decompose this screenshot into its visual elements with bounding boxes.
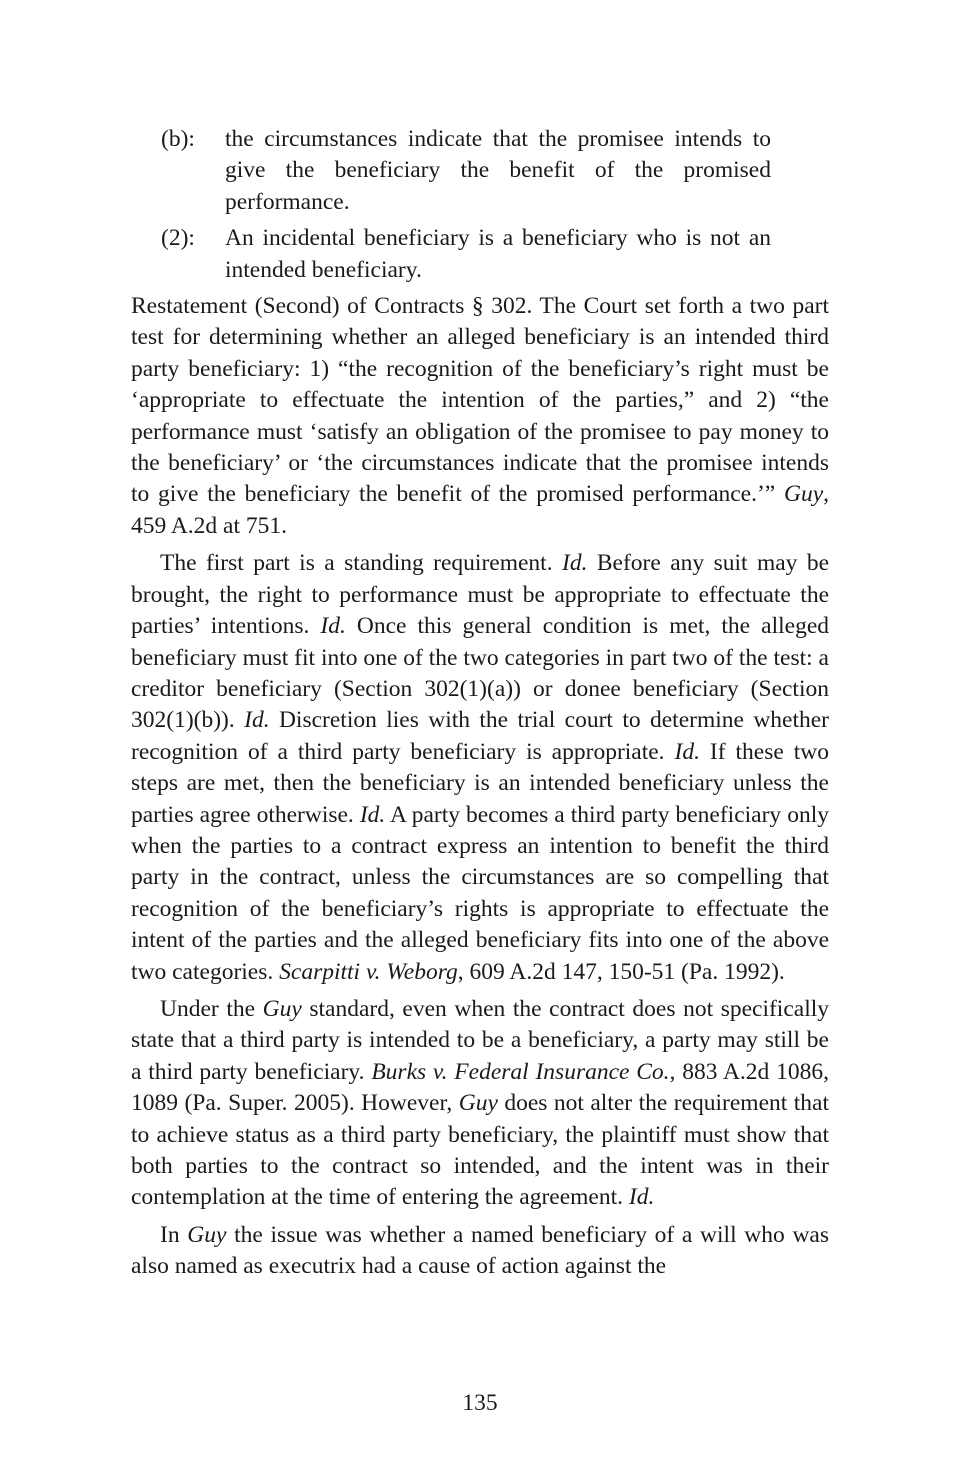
paragraph-guy-standard bbox=[131, 994, 829, 1214]
text-run: does not alter the requirement that to achieve status as a third party beneficiary, the plaintiff must show that both parties to the contract so intended, and the intent was in their contemplation at the time of entering the agreement. bbox=[131, 1090, 830, 1211]
clause-text: An incidental beneficiary is a beneficiary who is not an intended beneficiary. bbox=[225, 225, 771, 283]
text-run: If these two steps are met, then the beneficiary is an intended beneficiary unless the parties agree otherwise. bbox=[131, 738, 829, 828]
text-run: , 609 A.2d 147, 150-51 (Pa. 1992). bbox=[457, 958, 785, 985]
text-run: , 883 A.2d 1086, 1089 (Pa. Super. 2005). However, bbox=[131, 1058, 829, 1117]
paragraph-restatement bbox=[131, 291, 829, 542]
clause-text: the circumstances indicate that the promisee intends to give the beneficiary the benefit of the promised performance. bbox=[225, 126, 771, 215]
case-name: Guy bbox=[458, 1090, 498, 1117]
citation-id: Id. bbox=[244, 707, 270, 734]
citation-id: Id. bbox=[359, 801, 386, 828]
page-number: 135 bbox=[462, 1390, 498, 1416]
case-name: Guy bbox=[783, 481, 824, 508]
case-name: Guy bbox=[187, 1221, 227, 1248]
quoted-clause-b bbox=[131, 124, 829, 218]
text-run: Restatement (Second) of Contracts § 302. The Court set forth a two part test for determining whether an alleged beneficiary is an intended third party beneficiary: 1) “the recognition of the beneficiary’s right must be ‘appropriate to effectuate the intention of the parties,” and 2) “the performance must ‘satisfy an obligation of the promisee to pay money to the beneficiary’ or ‘the circumstances indicate that the promisee intends to give the beneficiary the benefit of the promised performance.’” bbox=[131, 293, 829, 508]
citation-id: Id. bbox=[562, 550, 588, 577]
text-run: Once this general condition is met, the alleged beneficiary must fit into one of the two categories in part two of the test: a creditor beneficiary (Section 302(1)(a)) or donee beneficiary (Section 302(1)(b)). bbox=[131, 613, 830, 734]
text-run: In bbox=[160, 1221, 188, 1248]
body-text bbox=[131, 124, 829, 1283]
text-run: , 459 A.2d at 751. bbox=[131, 481, 829, 539]
paragraph-in-guy bbox=[131, 1220, 829, 1283]
text-run: Before any suit may be brought, the right to performance must be appropriate to effectuate the parties’ intentions. bbox=[131, 550, 829, 640]
citation-id: Id. bbox=[674, 738, 700, 765]
case-name: Scarpitti v. Weborg bbox=[279, 958, 458, 985]
text-run: A party becomes a third party beneficiary only when the parties to a contract express an intention to benefit the third party in the contract, unless the circumstances are so compelling that recognition of the beneficiary’s rights is appropriate to effectuate the intent of the parties and the alleged beneficiary fits into one of the above two categories. bbox=[131, 801, 829, 985]
text-run: Discretion lies with the trial court to determine whether recognition of a third party beneficiary is appropriate. bbox=[131, 707, 830, 765]
clause-label: (b): bbox=[161, 126, 195, 152]
citation-id: Id. bbox=[320, 613, 346, 640]
case-name: Guy bbox=[262, 995, 302, 1022]
clause-label: (2): bbox=[161, 225, 195, 252]
quoted-clause-2 bbox=[131, 223, 829, 286]
text-run: The first part is a standing requirement. bbox=[160, 550, 562, 577]
paragraph-standing bbox=[131, 548, 829, 988]
case-name: Burks v. Federal Insurance Co. bbox=[371, 1058, 670, 1085]
text-run: the issue was whether a named beneficiary of a will who was also named as executrix had a cause of action against the bbox=[131, 1221, 830, 1280]
text-run: Under the bbox=[160, 995, 263, 1022]
text-run: standard, even when the contract does not specifically state that a third party is intended to be a beneficiary, a party may still be a third party beneficiary. bbox=[131, 995, 829, 1085]
citation-id: Id. bbox=[628, 1184, 655, 1211]
